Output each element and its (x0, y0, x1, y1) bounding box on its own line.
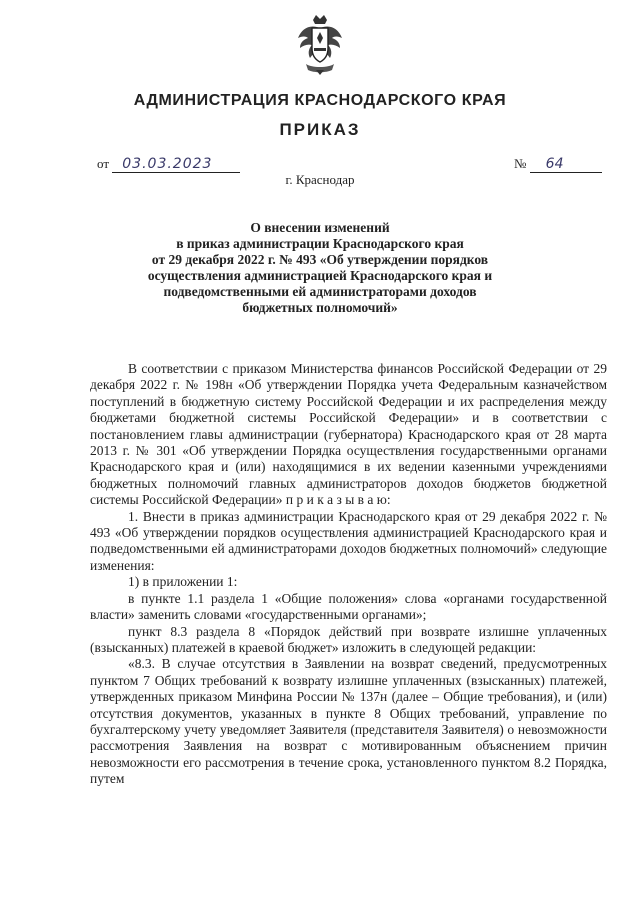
title-line: от 29 декабря 2022 г. № 493 «Об утверждении порядков (151, 252, 489, 267)
clause-paragraph: 1. Внести в приказ администрации Краснодарского края от 29 декабря 2022 г. № 493 «Об утверждении порядков осуществления администрацией Краснодарского края и подведомственными ей администраторами доходов бюджетных полномочий» следующие изменения: (90, 508, 607, 573)
order-title (90, 220, 550, 316)
title-line: в приказ администрации Краснодарского края (176, 236, 464, 251)
document-type: ПРИКАЗ (279, 120, 361, 139)
title-line: подведомственными ей администраторами доходов (163, 284, 477, 299)
amendment-paragraph: в пункте 1.1 раздела 1 «Общие положения» слова «органами государственной власти» заменить словами «государственными органами»; (90, 590, 607, 623)
date-prefix: от (97, 156, 110, 171)
date-line (97, 156, 240, 173)
organization-name: АДМИНИСТРАЦИЯ КРАСНОДАРСКОГО КРАЯ (133, 92, 507, 109)
title-line: О внесении изменений (250, 220, 390, 235)
order-date: 03.03.2023 (112, 156, 240, 173)
title-line: осуществления администрацией Краснодарского края и (147, 268, 493, 283)
amendment-paragraph: пункт 8.3 раздела 8 «Порядок действий при возврате излишне уплаченных (взысканных) платежей в краевой бюджет» изложить в следующей редакции: (90, 623, 607, 655)
sub-clause-paragraph: 1) в приложении 1: (128, 574, 238, 590)
quoted-text-paragraph: «8.3. В случае отсутствия в Заявлении на возврат сведений, предусмотренных пунктом 7 Общих требований к возврату излишне уплаченных (взысканных) платежей, утвержденных приказом Минфина России № 137н (далее – Общие требования), и (или) отсутствия документов, указанных в пункте 8 Общих требований, управление по бухгалтерскому учету уведомляет Заявителя (представителя Заявителя) о невозможности рассмотрения Заявления на возврат с мотивированным объяснением причин невозможности его рассмотрения в течение срока, установленного пунктом 8.2 Порядка, путем (90, 656, 607, 787)
number-prefix: № (514, 156, 527, 171)
title-line: бюджетных полномочий» (242, 300, 398, 315)
coat-of-arms-icon (296, 14, 344, 76)
order-number: 64 (530, 156, 602, 173)
city: г. Краснодар (285, 172, 355, 187)
number-line (514, 156, 602, 173)
order-body (90, 361, 607, 788)
preamble-paragraph: В соответствии с приказом Министерства финансов Российской Федерации от 29 декабря 2022 г. № 198н «Об утверждении Порядка учета Федеральным казначейством поступлений в бюджетную систему Российской Федерации и их распределения между бюджетами бюджетной системы Российской Федерации» и в соответствии с постановлением главы администрации (губернатора) Краснодарского края от 28 марта 2013 г. № 301 «Об утверждении Порядка осуществления государственными органами Краснодарского края и (или) находящимися в их ведении казенными учреждениями бюджетных полномочий главных администраторов доходов бюджетов бюджетной системы Российской Федерации» п р и к а з ы в а ю: (90, 361, 607, 508)
